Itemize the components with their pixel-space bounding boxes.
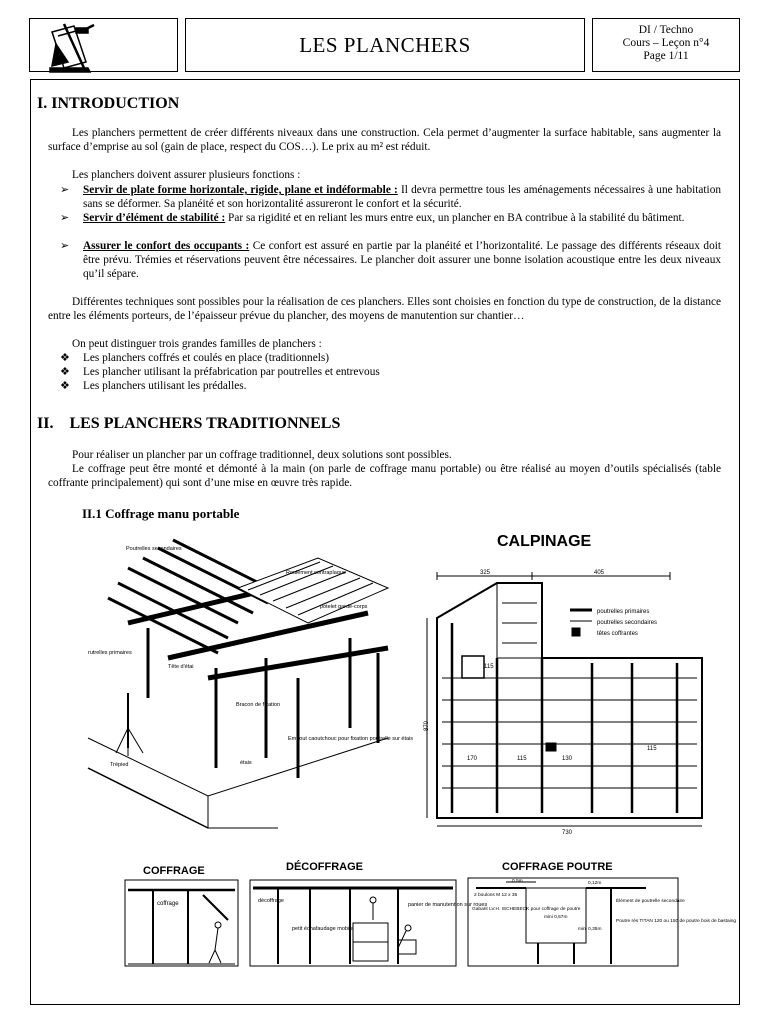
arrow-bullet-icon: ➢ [60,240,70,252]
info-line-page: Page 1/11 [643,50,689,62]
poutre-label: 2 boulons M 12 x 35 [474,893,518,898]
coffrage-title: COFFRAGE [143,865,205,877]
poutre-label: Gabarit LV.H. ISCHEBECK pour coffrage de poutre [472,907,581,912]
poutre-label: Poutre rés TITAN 120 ou 150 de poutre bois de bastaing [616,919,737,924]
iso-label: rutrelles primaires [88,650,132,656]
iso-label: étais [240,760,252,766]
coffrage-poutre-drawing [466,858,737,968]
formwork-isometric-drawing [88,528,414,840]
function-title: Assurer le confort des occupants : [83,240,250,252]
function-text: Par sa rigidité et en reliant les murs entre eux, un plancher en BA contribue à la stabilité du bâtiment. [225,212,685,224]
dimension-label: 730 [562,830,573,836]
function-item [60,183,721,211]
techniques-paragraph: Différentes techniques sont possibles pour la réalisation de ces planchers. Elles sont choisies en fonction du type de construction, de la distance entre les éléments porteurs, de l’épaisseur prévue du plancher, des moyens de manutention sur chantier… [48,296,721,322]
legend-label: têtes coffrantes [597,631,638,637]
function-title: Servir de plate forme horizontale, rigide, plane et indéformable : [83,184,398,196]
subsection-heading: II.1 Coffrage manu portable [82,506,240,521]
legend-label: poutrelles primaires [597,609,650,615]
calpinage-plan-drawing [422,528,704,840]
iso-label: Trépied [110,762,129,768]
function-item [60,211,721,225]
dimension-label: 325 [480,570,491,576]
school-logo-icon [30,19,177,71]
function-text: Ce confort est assuré en partie par la planéité et l’horizontalité. Le passage des différents réseaux doit être prévu. Trémies et réservations peuvent être nécessaires. Le plancher doit assurer une bonne isolation acoustique entre les deux niveaux qu’il sépare. [83,240,721,280]
decoffrage-drawing [248,858,488,968]
dimension-label: 870 [424,720,430,731]
diamond-bullet-icon: ❖ [60,366,70,378]
page-title: LES PLANCHERS [299,32,471,57]
iso-label: Poutrelles secondaires [126,546,182,552]
decoffrage-label: décoffrage [258,898,284,904]
section-heading-traditional: II. LES PLANCHERS TRADITIONNELS [37,415,341,432]
dimension-label: 405 [594,570,605,576]
function-title: Servir d’élément de stabilité : [83,212,226,224]
logo-box [29,18,178,72]
diamond-bullet-icon: ❖ [60,380,70,392]
decoffrage-label: petit échafaudage mobile [292,926,354,932]
dimension-label: 115 [484,664,494,670]
family-item: ❖ Les planchers utilisant les prédalles. [60,380,247,392]
poutre-dim: mini 0,35m [578,927,602,932]
function-item [60,239,721,281]
arrow-bullet-icon: ➢ [60,184,70,196]
iso-label: potelet garde-corps [320,604,368,610]
iso-label: Roulement contraplaque [286,570,346,576]
poutre-dim: mini 0,67m [544,915,568,920]
calpinage-title: CALPINAGE [497,533,592,550]
iso-label: Embout caoutchouc pour fixation poutrelle sur étais [288,736,414,742]
title-box [185,18,585,72]
poutre-label: Élément de poutrelle secondaire [616,899,685,904]
info-box [592,18,740,72]
dimension-label: 115 [647,746,657,752]
coffrage-poutre-title: COFFRAGE POUTRE [502,861,613,873]
coffrage-drawing [123,860,240,968]
function-text: Il devra permettre tous les aménagements nécessaires à une habitation sans se déformer. Sa planéité et son horizontalité assureront le confort et la sécurité. [83,184,721,210]
info-line-lesson: Cours – Leçon n°4 [622,37,710,49]
decoffrage-label: panier de manutention sur roues [408,902,488,908]
legend-label: poutrelles secondaires [597,620,658,626]
decoffrage-title: DÉCOFFRAGE [286,861,363,873]
families-intro: On peut distinguer trois grandes familles de planchers : [72,338,322,350]
family-item: ❖ Les planchers coffrés et coulés en place (traditionnels) [60,352,330,364]
traditional-intro: Pour réaliser un plancher par un coffrage traditionnel, deux solutions sont possibles. [72,449,452,461]
poutre-dim: 0,12m [588,881,602,886]
coffrage-label: coffrage [157,901,179,907]
dimension-label: 115 [517,756,527,762]
functions-intro: Les planchers doivent assurer plusieurs fonctions : [72,169,301,181]
iso-label: Tête d'étai [168,664,194,670]
intro-paragraph: Les planchers permettent de créer différents niveaux dans une construction. Cela permet d’augmenter la surface habitable, sans augmenter la surface d’emprise au sol (gain de place, respect du COS…). Le prix au m² est réduit. [48,127,721,153]
traditional-paragraph: Le coffrage peut être monté et démonté à la main (on parle de coffrage manu portable) ou être réalisé au moyen d’outils spécialisés (table coffrante principalement) qui sont d’une mise en œuvre très rapide. [48,463,721,489]
family-item: ❖ Les plancher utilisant la préfabrication par poutrelles et entrevous [60,366,380,378]
diamond-bullet-icon: ❖ [60,352,70,364]
arrow-bullet-icon: ➢ [60,212,70,224]
section-heading-introduction: I. INTRODUCTION [37,95,180,112]
poutre-dim: 0,5m [512,879,523,884]
dimension-label: 130 [562,756,573,762]
info-line-course: DI / Techno [638,24,694,36]
iso-label: Bracon de fixation [236,702,281,708]
dimension-label: 170 [467,756,478,762]
